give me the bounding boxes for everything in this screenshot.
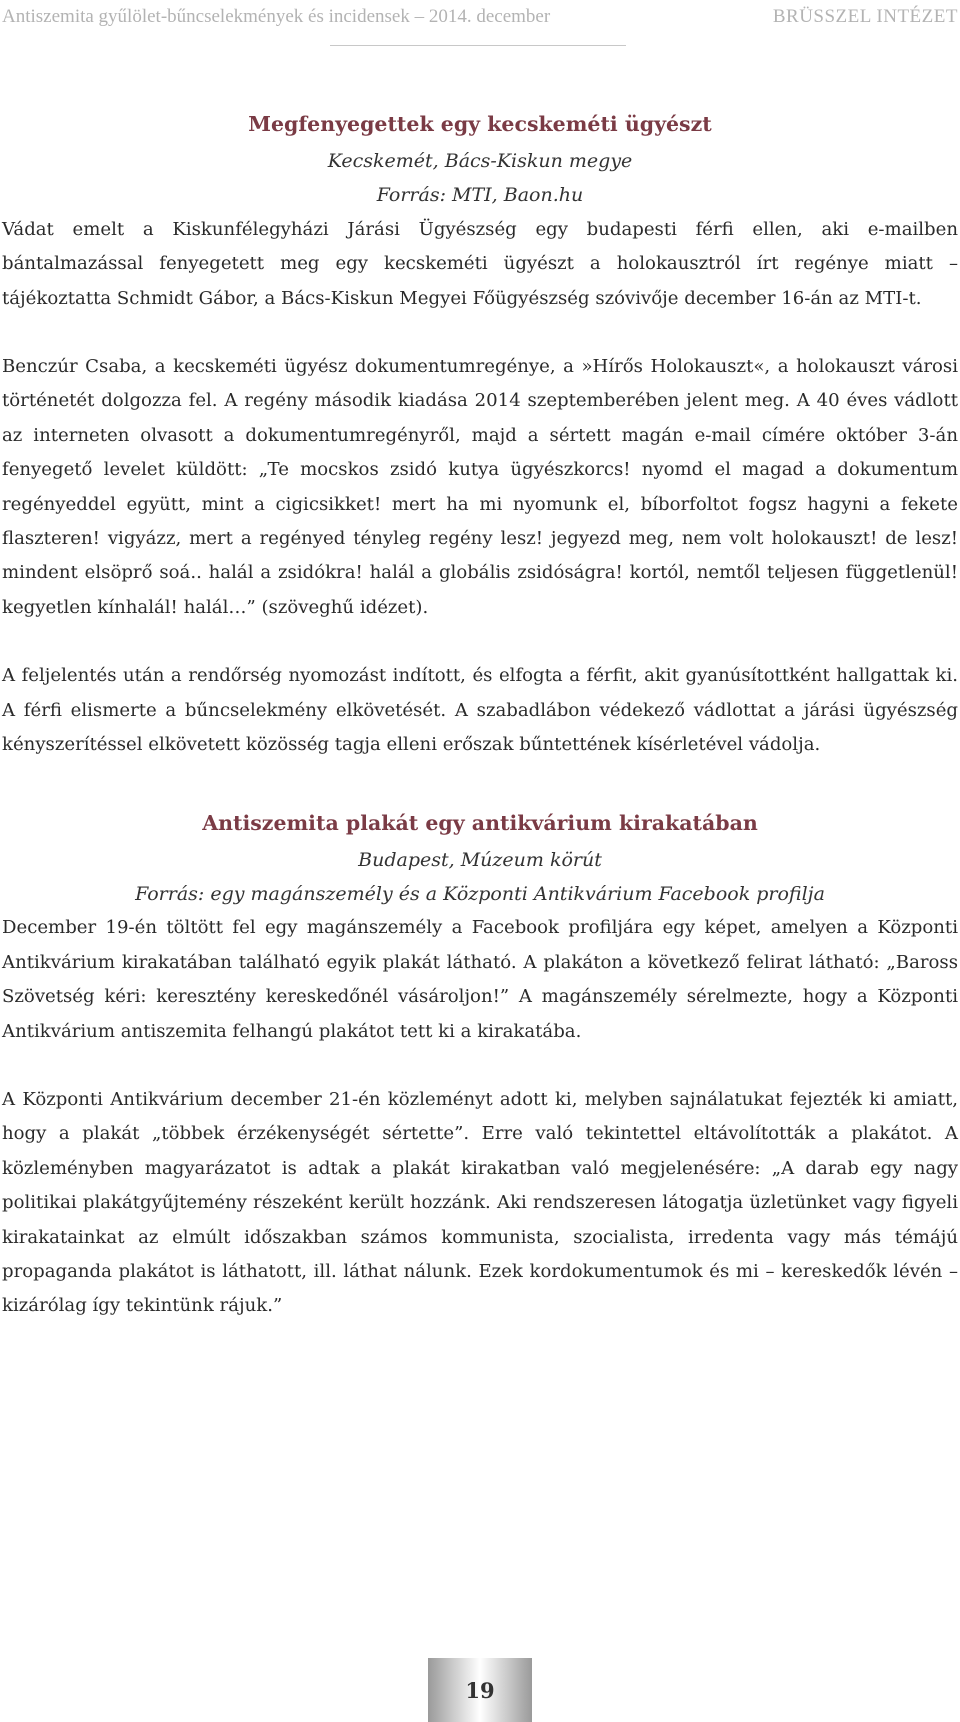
- header-divider: [330, 45, 626, 46]
- paragraph: A Központi Antikvárium december 21-én közleményt adott ki, melyben sajnálatukat fejezték ki amiatt, hogy a plakát „többek érzékenységét sértette”. Erre való tekintettel eltávolították a plakátot. A közleményben magyarázatot is adtak a plakát kirakatban való megjelenésére: „A darab egy nagy politikai plakátgyűjtemény részeként került hozzánk. Aki rendszeresen látogatja üzletünket vagy figyeli kirakatainkat az elmúlt időszakban számos kommunista, szocialista, irredenta vagy más témájú propaganda plakátot is láthatott, ill. láthat nálunk. Ezek kordokumentumok és mi – kereskedők lévén – kizárólag így tekintünk rájuk.”: [2, 1088, 958, 1317]
- section-location: Kecskemét, Bács-Kiskun megye: [327, 150, 633, 172]
- paragraph: Benczúr Csaba, a kecskeméti ügyész dokumentumregénye, a »Hírős Holokauszt«, a holokauszt városi történetét dolgozza fel. A regény második kiadása 2014 szeptemberében jelent meg. A 40 éves vádlott az interneten olvasott a dokumentumregényről, majd a sértett magán e-mail címére október 3-án fenyegető levelet küldött: „Te mocskos zsidó kutya ügyészkorcs! nyomd el magad a dokumentum regényeddel együtt, mint a cigicsikket! mert ha mi nyomunk el, bíborfoltot fogsz hagyni a fekete flaszteren! vigyázz, mert a regényed tényleg regény lesz! jegyezd meg, nem volt holokauszt! de lesz! mindent elsöprő soá.. halál a zsidókra! halál a globális zsidóságra! kortól, nemtől teljesen függetlenül! kegyetlen kínhalál! halál…” (szöveghű idézet).: [2, 356, 958, 618]
- section-source: Forrás: egy magánszemély és a Központi Antikvárium Facebook profilja: [135, 882, 825, 905]
- header-title: Antiszemita gyűlölet-bűncselekmények és incidensek – 2014. december: [2, 6, 551, 27]
- paragraph: December 19-én töltött fel egy magánszemély a Facebook profiljára egy képet, amelyen a Központi Antikvárium kirakatában található egyik plakát látható. A plakáton a következő felirat látható: „Baross Szövetség kéri: keresztény kereskedőnél vásároljon!” A magánszemély sérelmezte, hogy a Központi Antikvárium antiszemita felhangú plakátot tett ki a kirakatába.: [2, 917, 958, 1042]
- header-organization: BRÜSSZEL INTÉZET: [772, 6, 958, 27]
- paragraph: Vádat emelt a Kiskunfélegyházi Járási Ügyészség egy budapesti férfi ellen, aki e-mailben bántalmazással fenyegetett meg egy kecskeméti ügyészt a holokausztról írt regénye miatt – tájékoztatta Schmidt Gábor, a Bács-Kiskun Megyei Főügyészség szóvivője december 16-án az MTI-t.: [2, 218, 958, 309]
- page-number: 19: [428, 1658, 532, 1722]
- section-source: Forrás: MTI, Baon.hu: [376, 184, 584, 207]
- running-header: [0, 6, 960, 36]
- article-antisemitic-poster: [2, 803, 958, 1324]
- section-location: Budapest, Múzeum körút: [358, 848, 602, 871]
- section-title: Antiszemita plakát egy antikvárium kirakatában: [202, 810, 758, 835]
- paragraph: A feljelentés után a rendőrség nyomozást indított, és elfogta a férfit, akit gyanúsítottként hallgattak ki. A férfi elismerte a bűncselekmény elkövetését. A szabadlábon védekező vádlottat a járási ügyészség kényszerítéssel elkövetett közösség tagja elleni erőszak bűntettének kísérletével vádolja.: [2, 665, 958, 756]
- section-title: Megfenyegettek egy kecskeméti ügyészt: [248, 112, 712, 136]
- article-threatened-prosecutor: [2, 104, 958, 763]
- page-content: [2, 104, 958, 1324]
